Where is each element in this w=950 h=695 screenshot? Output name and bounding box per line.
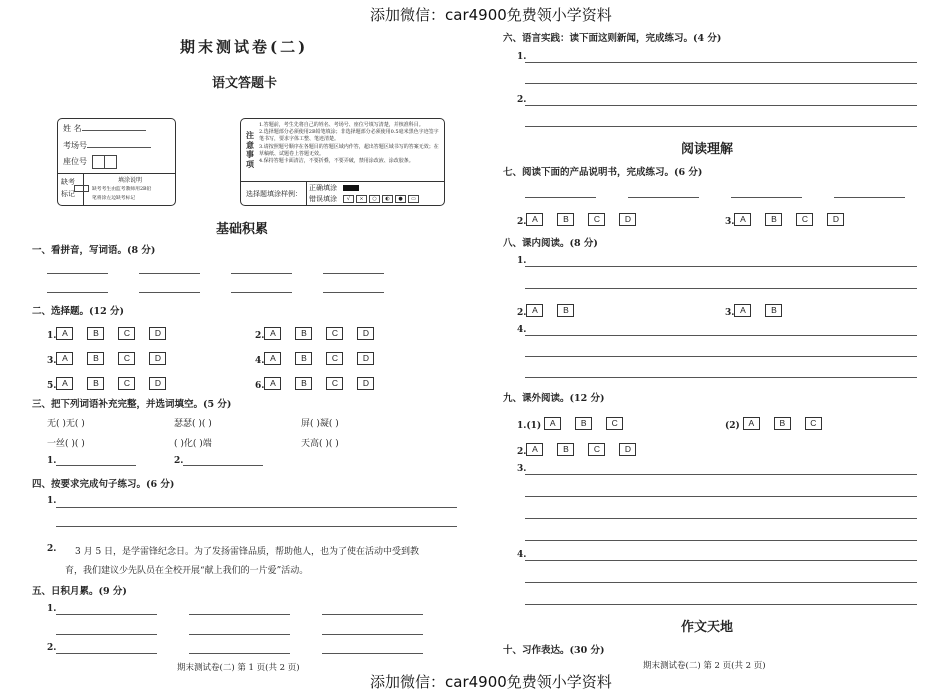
option-b[interactable]: B (295, 327, 312, 340)
q4-item-2-text-2: 育，我们建议少先队员在全校开展“献上我们的一片爱”活动。 (65, 566, 309, 576)
q8-item-2: 2. A B (517, 300, 588, 319)
example-label: 选择题填涂样例： (246, 190, 302, 198)
watermark-bottom: 添加微信：car4900免费领小学资料 (370, 673, 612, 691)
exam-no-field[interactable] (87, 147, 151, 148)
absent-mark-box[interactable] (74, 185, 89, 192)
q3-heading: 三、把下列词语补充完整，并选词填空。(5 分) (32, 399, 232, 410)
wrong-label: 错误填涂 (309, 195, 337, 203)
q3-word-2: 瑟瑟( )( ) (174, 419, 212, 429)
option-c[interactable]: C (326, 327, 343, 340)
q5-blank[interactable] (189, 634, 290, 635)
q2-item-5: 5. A B C D (47, 373, 180, 392)
name-field[interactable] (82, 130, 146, 131)
option-d[interactable]: D (149, 352, 166, 365)
option-c[interactable]: C (118, 377, 135, 390)
q9-item-3-num: 3. (517, 464, 527, 474)
q9-item-1a: 1.(1) A B C (517, 413, 637, 432)
option-b[interactable]: B (295, 377, 312, 390)
option-a[interactable]: A (526, 213, 543, 226)
option-a[interactable]: A (56, 352, 73, 365)
q6-heading: 六、语言实践：读下面这则新闻，完成练习。(4 分) (503, 33, 722, 44)
q7-blank[interactable] (731, 197, 802, 198)
wrong-fill-examples (343, 195, 419, 203)
q9-answer-line[interactable] (525, 560, 917, 561)
wrong-mark: ● (395, 195, 406, 203)
seat-no-label: 座位号 (63, 157, 87, 166)
q9-item-1b: (2) A B C (725, 413, 836, 432)
notice-panel (240, 118, 445, 206)
answer-card-title: 语文答题卡 (212, 76, 278, 91)
seat-no-box-2[interactable] (104, 155, 117, 169)
q3-word-3: 屏( )凝( ) (301, 419, 339, 429)
correct-fill-example (343, 185, 359, 191)
right-footer: 期末测试卷(二) 第 2 页(共 2 页) (643, 661, 766, 671)
q4-item-2-text-1: 3 月 5 日，是学雷锋纪念日。为了发扬雷锋品质，帮助他人，也为了使在活动中受到教 (75, 547, 420, 557)
option-a[interactable]: A (56, 327, 73, 340)
q2-item-3: 3. A B C D (47, 348, 180, 367)
q1-blank[interactable] (47, 292, 108, 293)
q5-item-2-num: 2. (47, 643, 57, 653)
q8-item-4-num: 4. (517, 325, 527, 335)
notice-item-3: 3.请按照题号顺序在各题目的答题区域内作答，超出答题区域书写的答案无效；在草稿纸、试题卷上答题无效。 (259, 143, 439, 157)
q8-answer-line[interactable] (525, 335, 917, 336)
option-b[interactable]: B (87, 352, 104, 365)
option-c[interactable]: C (805, 417, 822, 430)
option-d[interactable]: D (827, 213, 844, 226)
option-b[interactable]: B (87, 377, 104, 390)
option-a[interactable]: A (264, 327, 281, 340)
q3-word-1: 无( )无( ) (47, 419, 85, 429)
absent-label-2: 标记 (61, 190, 75, 198)
option-b[interactable]: B (774, 417, 791, 430)
q8-answer-line[interactable] (525, 266, 917, 267)
q5-blank[interactable] (322, 614, 423, 615)
q1-blank[interactable] (231, 292, 292, 293)
section-reading: 阅读理解 (681, 142, 734, 157)
q8-answer-line[interactable] (525, 288, 917, 289)
q5-blank[interactable] (322, 634, 423, 635)
q6-answer-line[interactable] (525, 105, 917, 106)
q6-item-2-num: 2. (517, 95, 527, 105)
option-b[interactable]: B (295, 352, 312, 365)
option-a[interactable]: A (734, 304, 751, 317)
section-basic: 基础积累 (216, 222, 269, 237)
q9-answer-line[interactable] (525, 604, 917, 605)
watermark-top: 添加微信：car4900免费领小学资料 (370, 6, 612, 24)
q2-item-1: 1. A B C D (47, 323, 180, 342)
q1-blank[interactable] (139, 292, 200, 293)
name-label: 姓 名 (63, 124, 82, 133)
q7-item-3: 3. A B C D (725, 209, 858, 228)
option-a[interactable]: A (743, 417, 760, 430)
q9-answer-line[interactable] (525, 540, 917, 541)
q7-blank[interactable] (525, 197, 596, 198)
option-c[interactable]: C (118, 327, 135, 340)
option-a[interactable]: A (56, 377, 73, 390)
option-d[interactable]: D (149, 377, 166, 390)
q4-item-2-num: 2. (47, 544, 57, 554)
q9-answer-line[interactable] (525, 518, 917, 519)
option-d[interactable]: D (619, 213, 636, 226)
q3-fill-2-num: 2. (174, 456, 184, 466)
q9-heading: 九、课外阅读。(12 分) (503, 393, 605, 404)
q9-item-4-num: 4. (517, 550, 527, 560)
q2-item-2: 2. A B C D (255, 323, 388, 342)
q5-blank[interactable] (189, 653, 290, 654)
q4-answer-line[interactable] (56, 507, 457, 508)
fill-note-1: 缺考考生由监考教师用2B铅 (92, 187, 152, 192)
q3-fill-1-blank[interactable] (56, 465, 136, 466)
notice-item-2: 2.选择题部分必须使用2B铅笔填涂；非选择题部分必须使用0.5毫米黑色字迹签字笔书写，要求字体工整、笔迹清楚。 (259, 129, 439, 143)
option-a[interactable]: A (264, 377, 281, 390)
q2-heading: 二、选择题。(12 分) (32, 306, 125, 317)
option-c[interactable]: C (326, 352, 343, 365)
q9-answer-line[interactable] (525, 496, 917, 497)
q2-item-6: 6. A B C D (255, 373, 388, 392)
q7-blank[interactable] (628, 197, 699, 198)
q10-heading: 十、习作表达。(30 分) (503, 645, 605, 656)
q3-fill-2-blank[interactable] (183, 465, 263, 466)
q9-item-2: 2. A B C D (517, 439, 650, 458)
q8-item-3: 3. A B (725, 300, 796, 319)
option-a[interactable]: A (734, 213, 751, 226)
absent-label-1: 缺考 (61, 178, 75, 186)
q6-item-1-num: 1. (517, 52, 527, 62)
q7-blank[interactable] (834, 197, 905, 198)
q3-fill-1-num: 1. (47, 456, 57, 466)
q4-heading: 四、按要求完成句子练习。(6 分) (32, 479, 175, 490)
option-c[interactable]: C (606, 417, 623, 430)
q8-heading: 八、课内阅读。(8 分) (503, 238, 598, 249)
wrong-mark: × (356, 195, 367, 203)
q7-item-2: 2. A B C D (517, 209, 650, 228)
option-d[interactable]: D (619, 443, 636, 456)
q5-heading: 五、日积月累。(9 分) (32, 586, 127, 597)
q1-blank[interactable] (231, 273, 292, 274)
correct-label: 正确填涂 (309, 184, 337, 192)
q8-answer-line[interactable] (525, 356, 917, 357)
option-b[interactable]: B (557, 443, 574, 456)
q1-blank[interactable] (47, 273, 108, 274)
q5-item-1-num: 1. (47, 604, 57, 614)
student-info-panel (57, 118, 176, 206)
notice-heading: 注意事项 (246, 130, 254, 169)
option-b[interactable]: B (557, 213, 574, 226)
q6-answer-line[interactable] (525, 83, 917, 84)
notice-item-4: 4.保持答题卡面清洁，不要折叠，不要弄破，禁用涂改液、涂改胶条。 (259, 158, 414, 165)
wrong-mark: ▭ (408, 195, 419, 203)
option-b[interactable]: B (765, 304, 782, 317)
q1-heading: 一、看拼音，写词语。(8 分) (32, 245, 156, 256)
option-c[interactable]: C (326, 377, 343, 390)
q4-answer-line[interactable] (56, 526, 457, 527)
q1-blank[interactable] (139, 273, 200, 274)
q5-blank[interactable] (56, 653, 157, 654)
exam-no-label: 考场号 (63, 141, 87, 150)
option-d[interactable]: D (149, 327, 166, 340)
notice-item-1: 1.答题前，考生先将自己的姓名、考场号、座位号填写清楚，并核准科目。 (259, 122, 424, 128)
option-d[interactable]: D (357, 377, 374, 390)
wrong-mark: ○ (369, 195, 380, 203)
option-c[interactable]: C (588, 443, 605, 456)
q3-word-6: 天高( )( ) (301, 439, 339, 449)
option-c[interactable]: C (796, 213, 813, 226)
q9-answer-line[interactable] (525, 474, 917, 475)
q6-answer-line[interactable] (525, 126, 917, 127)
q1-blank[interactable] (323, 292, 384, 293)
option-a[interactable]: A (264, 352, 281, 365)
option-d[interactable]: D (357, 352, 374, 365)
option-b[interactable]: B (765, 213, 782, 226)
wrong-mark: ◐ (382, 195, 393, 203)
q8-item-1-num: 1. (517, 256, 527, 266)
option-a[interactable]: A (526, 304, 543, 317)
q3-word-4: 一丝( )( ) (47, 439, 85, 449)
left-footer: 期末测试卷(二) 第 1 页(共 2 页) (177, 663, 300, 673)
q5-blank[interactable] (56, 614, 157, 615)
option-b[interactable]: B (575, 417, 592, 430)
wrong-mark: √ (343, 195, 354, 203)
q2-item-4: 4. A B C D (255, 348, 388, 367)
q5-blank[interactable] (56, 634, 157, 635)
q3-word-5: ( )化( )端 (174, 439, 212, 449)
q6-answer-line[interactable] (525, 62, 917, 63)
q1-blank[interactable] (323, 273, 384, 274)
fill-note-2: 笔将涂左边缺考标记 (92, 196, 136, 201)
option-c[interactable]: C (118, 352, 135, 365)
option-a[interactable]: A (544, 417, 561, 430)
q9-answer-line[interactable] (525, 582, 917, 583)
q5-blank[interactable] (189, 614, 290, 615)
option-b[interactable]: B (557, 304, 574, 317)
section-writing: 作文天地 (681, 620, 734, 635)
option-d[interactable]: D (357, 327, 374, 340)
q8-answer-line[interactable] (525, 377, 917, 378)
exam-title: 期末测试卷(二) (180, 38, 309, 56)
option-c[interactable]: C (588, 213, 605, 226)
q7-heading: 七、阅读下面的产品说明书，完成练习。(6 分) (503, 167, 703, 178)
q5-blank[interactable] (322, 653, 423, 654)
q4-item-1-num: 1. (47, 496, 57, 506)
fill-note-title: 填涂说明 (118, 177, 143, 184)
option-b[interactable]: B (87, 327, 104, 340)
option-a[interactable]: A (526, 443, 543, 456)
